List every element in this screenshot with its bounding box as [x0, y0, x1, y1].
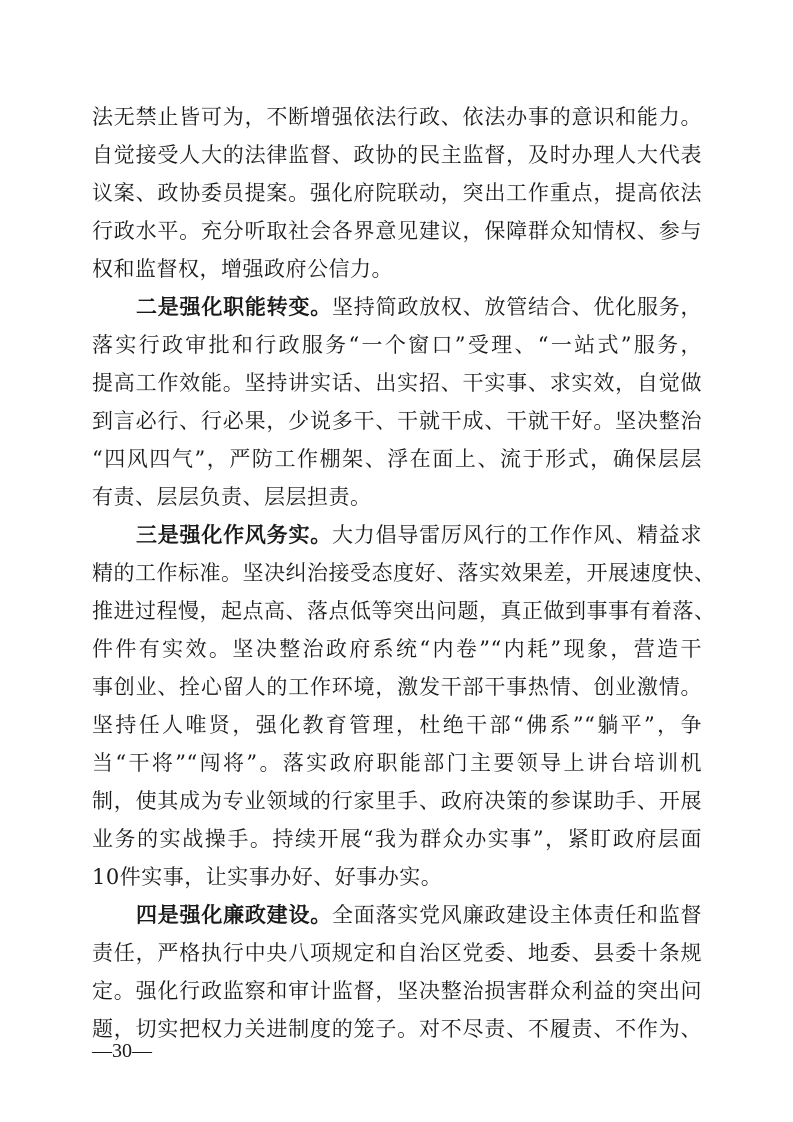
text-line — [92, 288, 702, 326]
text-line: 当“干将”“闯将”。落实政府职能部门主要领导上讲台培训机 — [92, 751, 702, 775]
paragraph-heading: 二是强化职能转变。 — [136, 295, 333, 319]
text-line: 精的工作标准。坚决纠治接受态度好、落实效果差，开展速度快、 — [92, 561, 716, 585]
text-line: 法无禁止皆可为，不断增强依法行政、依法办事的意识和能力。 — [92, 105, 702, 129]
text-line — [92, 896, 702, 934]
text-line: 行政水平。充分听取社会各界意见建议，保障群众知情权、参与 — [92, 219, 702, 243]
text-line: 到言必行、行必果，少说多干、干就干成、干就干好。坚决整治 — [92, 409, 702, 433]
text-line: 10件实事，让实事办好、好事办实。 — [92, 865, 443, 889]
text-line: 权和监督权，增强政府公信力。 — [92, 257, 393, 281]
paragraph-heading: 三是强化作风务实。 — [136, 523, 333, 547]
text-line: 自觉接受人大的法律监督、政协的民主监督，及时办理人大代表 — [92, 143, 702, 167]
paragraph-1 — [92, 98, 702, 288]
text-line: 责任，严格执行中央八项规定和自治区党委、地委、县委十条规 — [92, 941, 702, 965]
text-line: 推进过程慢，起点高、落点低等突出问题，真正做到事事有着落、 — [92, 599, 716, 623]
body-text — [92, 98, 716, 1048]
text-line: 坚持任人唯贤，强化教育管理，杜绝干部“佛系”“躺平”，争 — [92, 713, 702, 737]
text-line: 有责、层层负责、层层担责。 — [92, 485, 372, 509]
text-line: 定。强化行政监察和审计监督，坚决整治损害群众利益的突出问 — [92, 979, 702, 1003]
text-line: 件件有实效。坚决整治政府系统“内卷”“内耗”现象，营造干 — [92, 637, 702, 661]
paragraph-3 — [92, 516, 716, 896]
text-line: 事创业、拴心留人的工作环境，激发干部干事热情、创业激情。 — [92, 675, 702, 699]
text-line: 提高工作效能。坚持讲实话、出实招、干实事、求实效，自觉做 — [92, 371, 702, 395]
text-line: 议案、政协委员提案。强化府院联动，突出工作重点，提高依法 — [92, 181, 702, 205]
text-line: 业务的实战操手。持续开展“我为群众办实事”，紧盯政府层面 — [92, 827, 702, 851]
text-line: “四风四气”，严防工作棚架、浮在面上、流于形式，确保层层 — [92, 447, 702, 471]
text-line: 题，切实把权力关进制度的笼子。对不尽责、不履责、不作为、 — [92, 1017, 702, 1041]
paragraph-4 — [92, 896, 702, 1048]
page-number: —30— — [92, 1040, 152, 1062]
paragraph-heading: 四是强化廉政建设。 — [136, 903, 333, 927]
text-run: 大力倡导雷厉风行的工作作风、精益求 — [332, 523, 703, 547]
text-run: 坚持简政放权、放管结合、优化服务， — [332, 295, 703, 319]
text-run: 全面落实党风廉政建设主体责任和监督 — [332, 903, 703, 927]
text-line — [92, 516, 702, 554]
text-line: 落实行政审批和行政服务“一个窗口”受理、“一站式”服务， — [92, 333, 702, 357]
paragraph-2 — [92, 288, 702, 516]
text-line: 制，使其成为专业领域的行家里手、政府决策的参谋助手、开展 — [92, 789, 702, 813]
